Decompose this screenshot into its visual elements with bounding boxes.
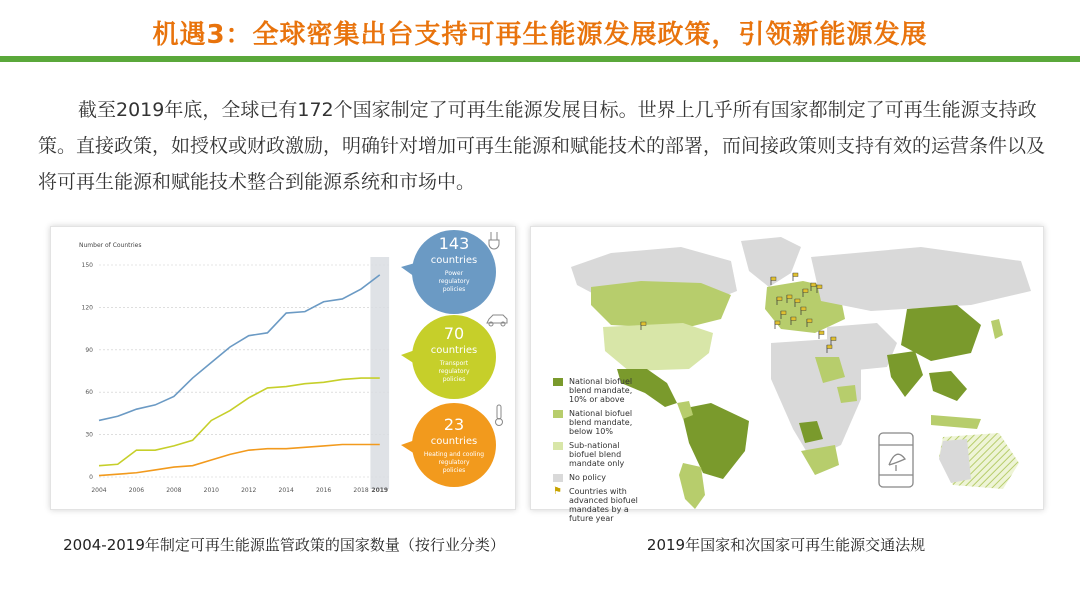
transport-callout-desc: Transport regulatory policies	[438, 360, 470, 383]
west-australia-shape	[939, 439, 971, 483]
power-callout	[401, 230, 496, 314]
x-tick-label: 2004	[91, 487, 107, 494]
y-tick-label: 120	[81, 304, 93, 312]
flag-icon	[819, 331, 824, 339]
x-tick-label: 2012	[241, 487, 257, 494]
title-divider	[0, 56, 1080, 62]
series-line	[99, 444, 380, 475]
indonesia-shape	[931, 415, 981, 429]
x-tick-label: 2016	[315, 487, 332, 494]
legend-swatch	[553, 474, 563, 482]
map-legend	[553, 377, 647, 528]
canada-shape	[591, 281, 731, 329]
policy-line-chart-panel	[50, 226, 516, 510]
legend-swatch	[553, 442, 563, 450]
y-axis-label: Number of Countries	[79, 242, 142, 249]
legend-item: National biofuel blend mandate, 10% or above	[553, 377, 647, 404]
highlight-year-band	[370, 257, 389, 489]
legend-swatch	[553, 410, 563, 418]
southeast-asia-shape	[929, 371, 967, 401]
x-tick-label: 2010	[203, 487, 219, 494]
x-tick-label: 2014	[278, 487, 294, 494]
power-plug-icon	[489, 232, 499, 249]
biofuel-world-map-panel	[530, 226, 1044, 523]
russia-shape	[811, 247, 1031, 311]
transport-callout-number: 70	[443, 324, 465, 343]
right-map-caption: 2019年国家和次国家可再生能源交通法规	[646, 536, 926, 554]
power-callout-number: 143	[438, 234, 470, 253]
left-chart-caption: 2004-2019年制定可再生能源监管政策的国家数量（按行业分类）	[63, 536, 505, 554]
legend-item: ⚑ Countries with advanced biofuel mandates by a future year	[553, 486, 638, 523]
x-tick-label: 2018	[353, 487, 369, 494]
flag-icon	[793, 273, 798, 281]
usa-shape	[603, 323, 713, 371]
flag-icon: ⚑	[553, 486, 562, 497]
heating-callout-desc: Heating and cooling regulatory policies	[423, 451, 485, 474]
transport-callout-unit: countries	[430, 345, 478, 356]
y-tick-label: 0	[89, 474, 93, 481]
heating-callout-unit: countries	[430, 436, 478, 447]
transport-callout	[401, 315, 496, 399]
south-america-south-shape	[679, 463, 705, 509]
japan-shape	[991, 319, 1003, 339]
y-tick-label: 90	[85, 346, 93, 354]
y-tick-label: 150	[81, 262, 93, 269]
x-tick-label: 2006	[128, 487, 145, 494]
car-icon	[487, 315, 507, 326]
thermometer-icon	[496, 405, 503, 426]
india-shape	[887, 351, 923, 397]
x-tick-label: 2008	[166, 487, 182, 494]
y-tick-label: 60	[85, 389, 93, 397]
legend-swatch	[553, 378, 563, 386]
heating-callout-number: 23	[443, 415, 465, 434]
power-callout-unit: countries	[430, 255, 478, 266]
biofuel-barrel-icon	[879, 433, 913, 487]
heating-callout	[401, 403, 496, 487]
legend-item: No policy	[553, 473, 647, 482]
x-tick-label: 2019	[371, 487, 389, 494]
legend-item: Sub-national biofuel blend mandate only	[553, 441, 647, 468]
y-tick-label: 30	[85, 431, 93, 439]
intro-paragraph: 截至2019年底，全球已有172个国家制定了可再生能源发展目标。世界上几乎所有国家都制定了可再生能源支持政策。直接政策，如授权或财政激励，明确针对增加可再生能源和赋能技术的部署，而间接政策则支持有效的运营条件以及将可再生能源和赋能技术整合到能源系统和市场中。	[38, 99, 1046, 193]
page-title: 机遇3：全球密集出台支持可再生能源发展政策，引领新能源发展	[152, 20, 928, 50]
series-line	[99, 275, 380, 421]
policy-line-chart	[51, 227, 515, 509]
legend-item: National biofuel blend mandate, below 10%	[553, 409, 647, 436]
power-callout-desc: Power regulatory policies	[438, 270, 470, 293]
